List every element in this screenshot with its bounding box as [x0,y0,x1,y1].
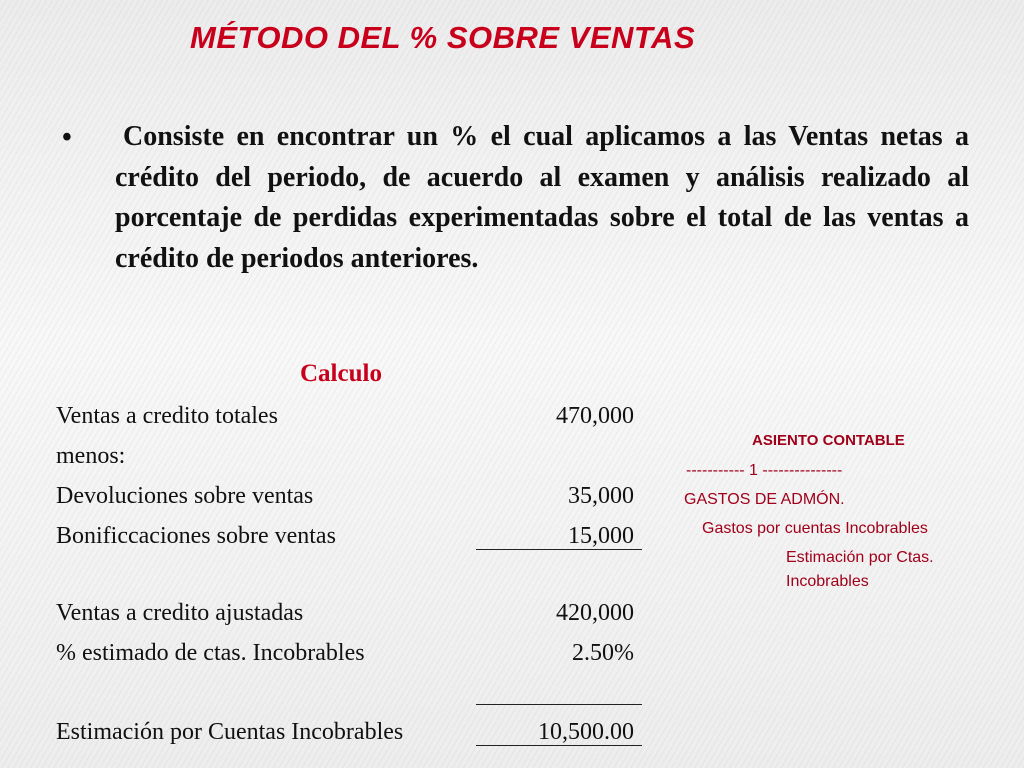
calc-value: 15,000 [568,523,634,549]
calc-label: Bonificcaciones sobre ventas [56,523,336,549]
calc-value: 2.50% [572,640,634,666]
calc-label: menos: [56,443,126,469]
calc-value: 10,500.00 [538,719,634,745]
calc-row-ventas-ajustadas [56,596,642,630]
calc-label: Estimación por Cuentas Incobrables [56,719,404,745]
calc-value: 420,000 [556,600,634,626]
asiento-credit-line2: Incobrables [786,573,869,590]
calc-label: Devoluciones sobre ventas [56,483,314,509]
total-bottom-rule [476,745,642,746]
slide-title: MÉTODO DEL % SOBRE VENTAS [190,20,696,55]
calc-label: % estimado de ctas. Incobrables [56,640,365,666]
calc-row-bonificaciones [56,519,642,553]
calculo-heading: Calculo [300,360,382,387]
calc-label: Ventas a credito ajustadas [56,600,304,626]
subtotal-rule [476,549,642,550]
calc-value: 470,000 [556,403,634,429]
bullet-paragraph: Consiste en encontrar un % el cual aplicamos a las Ventas netas a crédito del periodo, de acuerdo al examen y análisis realizado al porcentaje de perdidas experimentadas sobre el total de las ventas a crédito de periodos anteriores. [115,121,969,274]
asiento-title: ASIENTO CONTABLE [752,432,905,449]
asiento-separator: ----------- 1 --------------- [686,462,843,479]
calc-row-estimacion [56,715,642,749]
calc-row-menos [56,439,642,473]
calc-row-porcentaje [56,636,642,670]
asiento-credit-line1: Estimación por Ctas. [786,549,934,566]
calc-label: Ventas a credito totales [56,403,278,429]
asiento-debit: GASTOS DE ADMÓN. [684,491,845,508]
bullet-marker: • [62,122,72,153]
calc-value: 35,000 [568,483,634,509]
calc-row-ventas-totales [56,399,642,433]
asiento-debit-sub: Gastos por cuentas Incobrables [702,520,928,537]
total-top-rule [476,704,642,705]
calc-row-devoluciones [56,479,642,513]
